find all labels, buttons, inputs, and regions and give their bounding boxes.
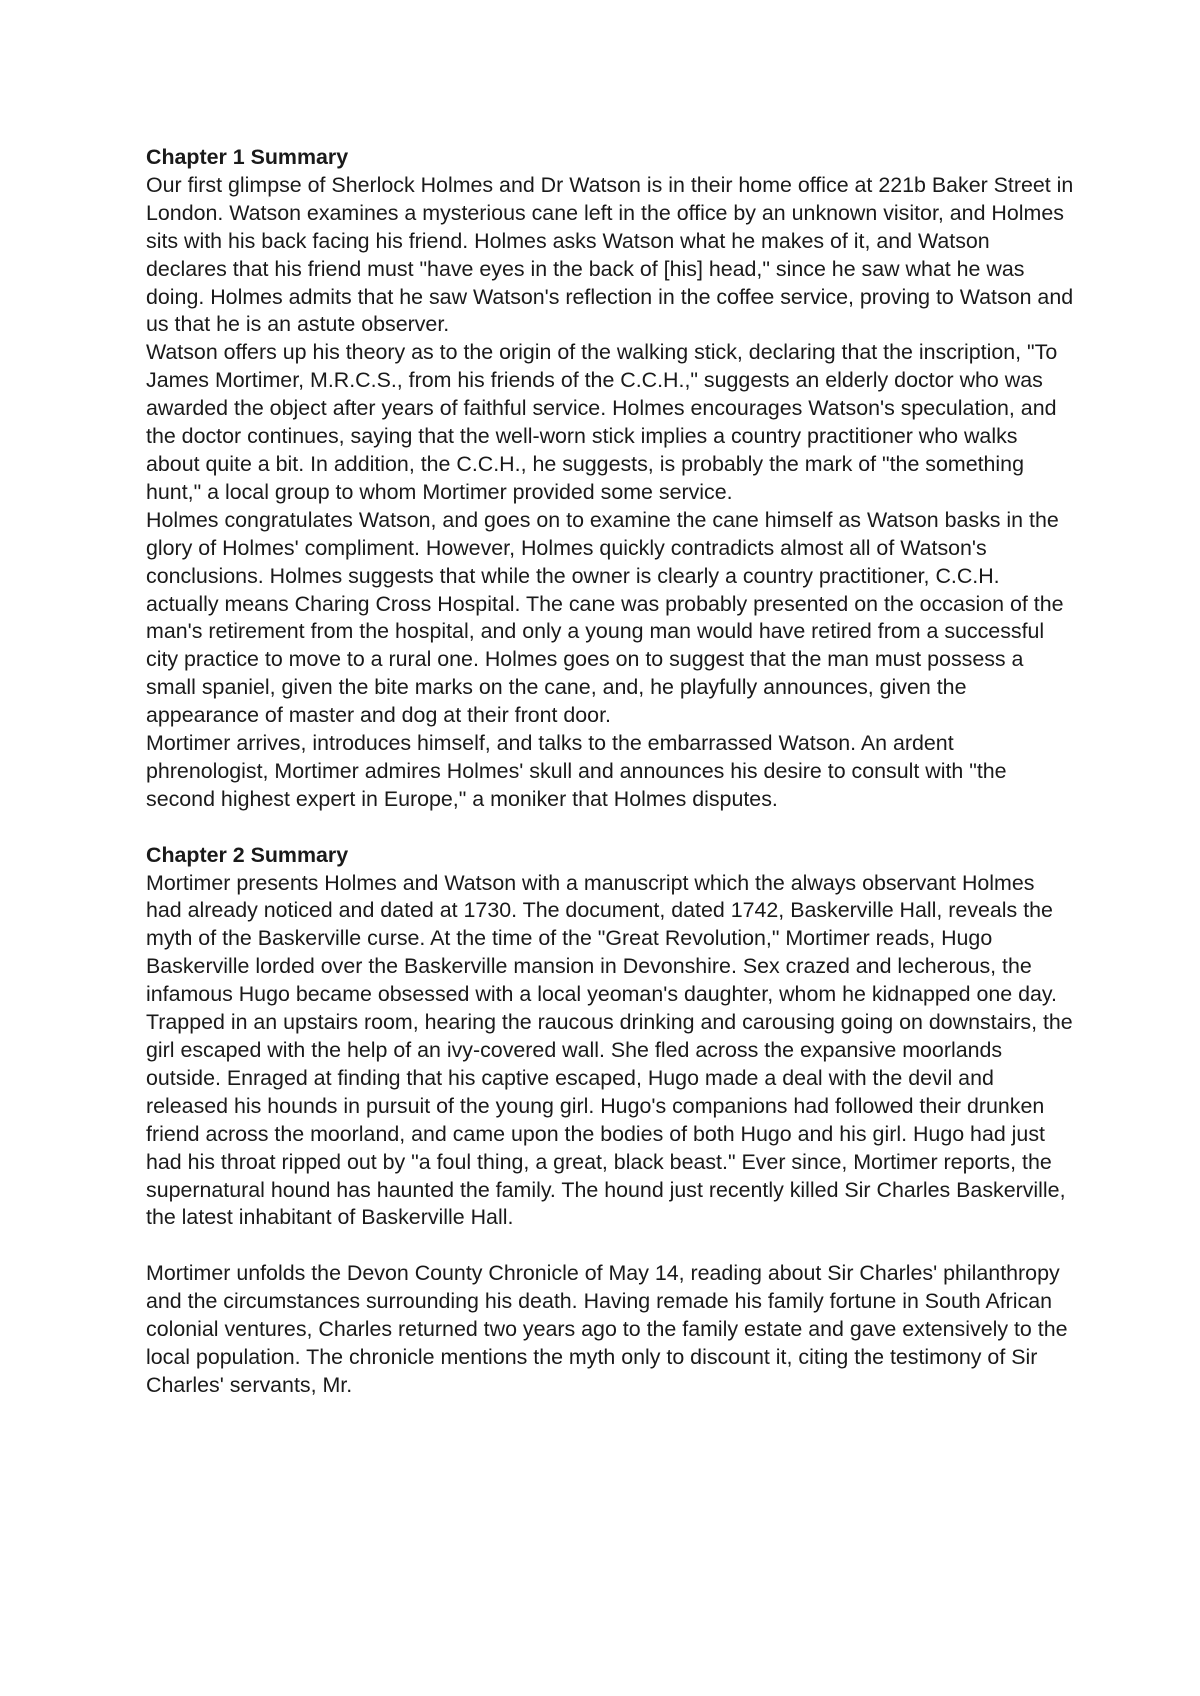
chapter-2-paragraph-2: Mortimer unfolds the Devon County Chronicle of May 14, reading about Sir Charles' philanthropy and the circumstances surrounding his death. Having remade his family fortune in South African colonial ventures, Charles returned two years ago to the family estate and gave extensively to the local population. The chronicle mentions the myth only to discount it, citing the testimony of Sir Charles' servants, Mr.: [146, 1261, 1068, 1397]
chapter-2-section: [146, 842, 1076, 1400]
paragraph-spacer: [146, 1232, 1076, 1260]
chapter-1-section: [146, 144, 1076, 814]
section-spacer: [146, 814, 1076, 842]
chapter-1-paragraph-3: Holmes congratulates Watson, and goes on to examine the cane himself as Watson basks in the glory of Holmes' compliment. However, Holmes quickly contradicts almost all of Watson's conclusions. Holmes suggests that while the owner is clearly a country practitioner, C.C.H. actually means Charing Cross Hospital. The cane was probably presented on the occasion of the man's retirement from the hospital, and only a young man would have retired from a successful city practice to move to a rural one. Holmes goes on to suggest that the man must possess a small spaniel, given the bite marks on the cane, and, he playfully announces, given the appearance of master and dog at their front door.: [146, 507, 1064, 728]
chapter-1-heading: Chapter 1 Summary: [146, 145, 349, 169]
chapter-2-paragraph-1: Mortimer presents Holmes and Watson with a manuscript which the always observant Holmes had already noticed and dated at 1730. The document, dated 1742, Baskerville Hall, reveals the myth of the Baskerville curse. At the time of the "Great Revolution," Mortimer reads, Hugo Baskerville lorded over the Baskerville mansion in Devonshire. Sex crazed and lecherous, the infamous Hugo became obsessed with a local yeoman's daughter, whom he kidnapped one day. Trapped in an upstairs room, hearing the raucous drinking and carousing going on downstairs, the girl escaped with the help of an ivy-covered wall. She fled across the expansive moorlands outside. Enraged at finding that his captive escaped, Hugo made a deal with the devil and released his hounds in pursuit of the young girl. Hugo's companions had followed their drunken friend across the moorland, and came upon the bodies of both Hugo and his girl. Hugo had just had his throat ripped out by "a foul thing, a great, black beast." Ever since, Mortimer reports, the supernatural hound has haunted the family. The hound just recently killed Sir Charles Baskerville, the latest inhabitant of Baskerville Hall.: [146, 870, 1073, 1230]
chapter-2-heading: Chapter 2 Summary: [146, 842, 349, 867]
chapter-1-paragraph-1: Our first glimpse of Sherlock Holmes and Dr Watson is in their home office at 221b Baker Street in London. Watson examines a mysterious cane left in the office by an unknown visitor, and Holmes sits with his back facing his friend. Holmes asks Watson what he makes of it, and Watson declares that his friend must "have eyes in the back of [his] head," since he saw what he was doing. Holmes admits that he saw Watson's reflection in the coffee service, proving to Watson and us that he is an astute observer.: [146, 172, 1074, 337]
document-body: [146, 144, 1076, 1400]
chapter-1-paragraph-2: Watson offers up his theory as to the origin of the walking stick, declaring that the inscription, "To James Mortimer, M.R.C.S., from his friends of the C.C.H.," suggests an elderly doctor who was awarded the object after years of faithful service. Holmes encourages Watson's speculation, and the doctor continues, saying that the well-worn stick implies a country practitioner who walks about quite a bit. In addition, the C.C.H., he suggests, is probably the mark of "the something hunt," a local group to whom Mortimer provided some service.: [146, 340, 1058, 504]
chapter-1-paragraph-4: Mortimer arrives, introduces himself, and talks to the embarrassed Watson. An ardent phrenologist, Mortimer admires Holmes' skull and announces his desire to consult with "the second highest expert in Europe," a moniker that Holmes disputes.: [146, 731, 1007, 811]
